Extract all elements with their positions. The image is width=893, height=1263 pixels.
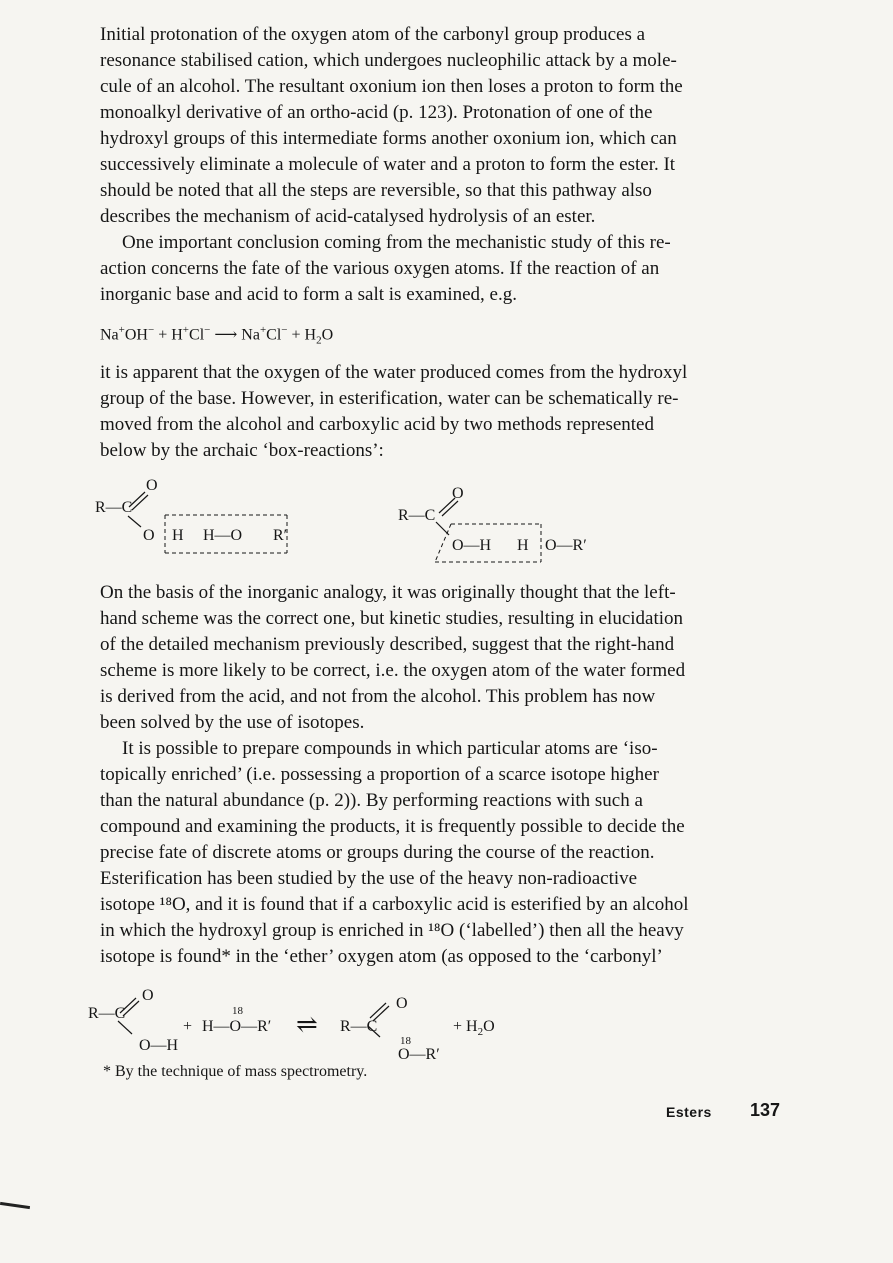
isotope-paragraph [100, 736, 785, 970]
text-line: resonance stabilised cation, which undergoes nucleophilic attack by a mole- [100, 50, 677, 71]
text-line: compound and examining the products, it is frequently possible to decide the [100, 816, 685, 837]
text-line: On the basis of the inorganic analogy, it was originally thought that the left- [100, 582, 676, 603]
text-line: it is apparent that the oxygen of the water produced comes from the hydroxyl [100, 362, 688, 383]
product-o-r: O—R′ [398, 1046, 440, 1063]
reaction-arrow: ⟶ [214, 326, 238, 344]
water-h: + H [453, 1018, 478, 1035]
conclusion-paragraph [100, 230, 785, 308]
left-o-carbonyl: O [146, 477, 158, 494]
text-line: group of the base. However, in esterification, water can be schematically re- [100, 388, 679, 409]
left-r-prime: R′ [273, 527, 288, 544]
product-r-c: R—C [340, 1018, 378, 1035]
left-o-hydroxyl: O [143, 527, 155, 544]
text-line: hydroxyl groups of this intermediate forms another oxonium ion, which can [100, 128, 677, 149]
water-o: O [321, 326, 334, 344]
cl-symbol: Cl [266, 326, 282, 344]
box-reaction-left-bonds [95, 475, 315, 560]
analogy-paragraph [100, 580, 785, 736]
oh-symbol: OH [124, 326, 148, 344]
text-line: One important conclusion coming from the mechanistic study of this re- [122, 232, 671, 253]
text-line: describes the mechanism of acid-catalysed hydrolysis of an ester. [100, 206, 596, 227]
water-o: O [483, 1018, 495, 1035]
left-h: H [172, 527, 184, 544]
footnote: * By the technique of mass spectrometry. [103, 1063, 368, 1080]
text-line: scheme is more likely to be correct, i.e. the oxygen atom of the water formed [100, 660, 686, 681]
isotope-label: 18 [232, 1005, 243, 1017]
na-symbol: Na [241, 326, 260, 344]
charge-plus: + [118, 324, 125, 336]
text-line: is derived from the acid, and not from the alcohol. This problem has now [100, 686, 656, 707]
intro-paragraph [100, 22, 785, 230]
reactant-r-c: R—C [88, 1005, 126, 1022]
left-h-o: H—O [203, 527, 243, 544]
charge-minus: − [281, 324, 288, 336]
text-line: been solved by the use of isotopes. [100, 712, 365, 733]
cl-symbol: Cl [189, 326, 205, 344]
product-isotope-label: 18 [400, 1035, 411, 1047]
text-line: topically enriched’ (i.e. possessing a proportion of a scarce isotope higher [100, 764, 659, 785]
text-line: inorganic base and acid to form a salt is examined, e.g. [100, 284, 517, 305]
text-line: isotope ¹⁸O, and it is found that if a carboxylic acid is esterified by an alcohol [100, 894, 689, 915]
text-line: Initial protonation of the oxygen atom of the carbonyl group produces a [100, 24, 646, 45]
text-line: precise fate of discrete atoms or groups during the course of the reaction. [100, 842, 655, 863]
plus-sign: + [183, 1018, 193, 1035]
alcohol-h-o-r: H—O—R′ [202, 1018, 272, 1035]
charge-plus: + [182, 324, 190, 336]
text-line: isotope is found* in the ‘ether’ oxygen atom (as opposed to the ‘carbonyl’ [100, 946, 663, 967]
right-o-r: O—R′ [545, 537, 587, 554]
scan-edge-mark [0, 1202, 30, 1209]
reactant-o-h: O—H [139, 1037, 179, 1054]
left-r-c: R—C [95, 499, 133, 516]
charge-plus: + [259, 324, 267, 336]
page-number: 137 [750, 1100, 781, 1120]
text-line: successively eliminate a molecule of water and a proton to form the ester. It [100, 154, 676, 175]
plus-sign: + [158, 326, 168, 344]
text-line: moved from the alcohol and carboxylic acid by two methods represented [100, 414, 654, 435]
water-paragraph [100, 360, 785, 464]
equilibrium-arrow: ⇌ [296, 1010, 318, 1039]
water-subscript: 2 [316, 334, 322, 347]
text-line: of the detailed mechanism previously described, suggest that the right-hand [100, 634, 675, 655]
text-line: action concerns the fate of the various oxygen atoms. If the reaction of an [100, 258, 660, 279]
right-r-c: R—C [398, 507, 436, 524]
right-o-h: O—H [452, 537, 492, 554]
text-line: It is possible to prepare compounds in which particular atoms are ‘iso- [122, 738, 658, 759]
product-o-carbonyl: O [396, 995, 408, 1012]
charge-minus: − [147, 324, 155, 336]
plus-sign: + [291, 326, 301, 344]
charge-minus: − [204, 324, 211, 336]
text-line: Esterification has been studied by the use of the heavy non-radioactive [100, 868, 638, 889]
water-h: H [304, 326, 317, 344]
text-line: cule of an alcohol. The resultant oxonium ion then loses a proton to form the [100, 76, 683, 97]
text-line: hand scheme was the correct one, but kinetic studies, resulting in elucidation [100, 608, 684, 629]
right-o-carbonyl: O [452, 485, 464, 502]
water-subscript: 2 [477, 1026, 484, 1039]
water-product [453, 1019, 495, 1038]
salt-equation [100, 324, 333, 347]
text-line: below by the archaic ‘box-reactions’: [100, 440, 384, 461]
text-line: than the natural abundance (p. 2)). By performing reactions with such a [100, 790, 643, 811]
right-h: H [517, 537, 529, 554]
text-line: should be noted that all the steps are reversible, so that this pathway also [100, 180, 652, 201]
h-symbol: H [171, 326, 183, 344]
running-head: Esters [666, 1104, 712, 1120]
reactant-o-carbonyl: O [142, 987, 154, 1004]
na-symbol: Na [100, 326, 119, 344]
text-line: in which the hydroxyl group is enriched in ¹⁸O (‘labelled’) then all the heavy [100, 920, 684, 941]
text-line: monoalkyl derivative of an ortho-acid (p. 123). Protonation of one of the [100, 102, 653, 123]
